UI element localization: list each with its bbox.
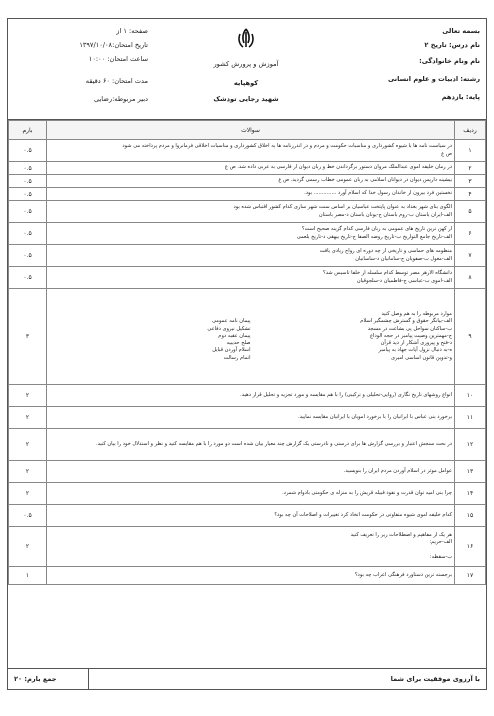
question-text (47, 527, 455, 567)
table-row (9, 162, 486, 175)
answer-space (49, 546, 452, 554)
question-line: در زمان خلیفه اموی عبدالملک مروان دستور برگرداندن خط و زبان دیوان از فارسی به عربی داده شد. ص غ (224, 164, 452, 171)
city-label: کوهپایه (233, 79, 259, 87)
question-line: الف-ایران باستان ب-روم باستان ج-یونان باستان د-مصر باستان (318, 211, 452, 218)
question-text (47, 505, 455, 527)
question-line: برجسته ترین دستاورد فرهنگی اعراب چه بود؟ (354, 571, 452, 578)
table-row (9, 505, 486, 527)
matching-item-right: پیمان عقبه دوم (218, 332, 251, 339)
question-text (47, 162, 455, 175)
definition-b: ب-سقطه: (429, 554, 452, 561)
questions-table (8, 120, 486, 585)
question-text (47, 407, 455, 429)
matching-item-right: اسلام آوردن قبایل (212, 347, 251, 354)
question-line: ص غ (441, 150, 452, 157)
field-of-study: رشته: ادبیات و علوم انسانی (387, 75, 480, 83)
question-score: ۰.۵ (9, 505, 47, 527)
question-score: ۰.۵ (9, 188, 47, 201)
question-line: کدام خلیفه اموی شیوه متفاوتی در حکومت اتخاذ کرد تغییرات و اصلاحات آن چه بود؟ (274, 511, 452, 518)
question-number: ۵ (455, 201, 486, 223)
question-text (47, 385, 455, 407)
table-row (9, 201, 486, 223)
question-number: ۱ (455, 140, 486, 162)
header-center (176, 19, 316, 119)
question-number: ۱۰ (455, 385, 486, 407)
header-left (8, 19, 178, 119)
question-text (47, 188, 455, 201)
ministry-label: آموزش و پرورش کشور (213, 60, 279, 68)
table-row (9, 188, 486, 201)
question-score: ۰.۵ (9, 140, 47, 162)
student-name: نام ونام خانوادگی: (419, 57, 480, 65)
table-row (9, 567, 486, 585)
question-score: ۲ (9, 407, 47, 429)
question-text (47, 289, 455, 385)
question-score: ۰.۵ (9, 267, 47, 289)
question-line: دانشگاه الازهر مصر توسط کدام سلسله از خلفا تاسیس شد؟ (323, 270, 452, 277)
question-text (47, 461, 455, 483)
matching-item-left: د-فتح و پیروزی آشکار از دید قرآن (380, 340, 452, 347)
question-text (47, 201, 455, 223)
question-score: ۲ (9, 429, 47, 461)
question-line: الف-تاریخ جامع التواریخ ب-تاریخ روضه الصفا ج-تاریخ بیهقی د-تاریخ بلعمی (296, 233, 452, 240)
question-text (47, 267, 455, 289)
matching-right-column (49, 318, 251, 361)
question-score: ۰.۵ (9, 245, 47, 267)
question-text (47, 429, 455, 461)
question-text (47, 175, 455, 188)
bismillah: بسمه تعالی (442, 27, 480, 35)
question-line: در بحث سنجش اعتبار و بررسی گزارش ها برای درستی و نادرستی یک گزارش چند معیار بیان شده است دو مورد را با هم مقایسه کنید و نظر و استدلال خود را بیان کنید. (95, 440, 452, 447)
question-text (47, 140, 455, 162)
definitions-intro: هر یک از مفاهیم و اصطلاحات زیر را تعریف کنید (350, 531, 452, 538)
question-score: ۰.۵ (9, 201, 47, 223)
matching-item-left: ه-به دنبال نزول آیات جهاد به پیامبر (378, 347, 452, 354)
good-luck-note: با آرزوی موفقیت برای شما (390, 675, 480, 683)
question-score: ۲ (9, 483, 47, 505)
exam-footer (8, 668, 486, 689)
table-row (9, 527, 486, 567)
page-count: صفحه: ۱ از (116, 27, 148, 35)
footer-divider (88, 669, 89, 689)
col-questions-header: سوالات (47, 121, 455, 140)
question-number: ۱۱ (455, 407, 486, 429)
table-row (9, 483, 486, 505)
table-row (9, 461, 486, 483)
question-number: ۸ (455, 267, 486, 289)
teacher-name: دبیر مربوطه:رضایی (93, 95, 148, 103)
question-number: ۱۶ (455, 527, 486, 567)
question-line: چرا بنی امیه توان قدرت و نفوذ قبیله قریش را به منزله ی حکومتی بادوام شمرد. (282, 489, 452, 496)
question-line: برخورد بنی عباس با ایرانیان را با برخورد امویان با ایرانیان مقایسه نمایید. (297, 413, 452, 420)
question-number: ۹ (455, 289, 486, 385)
question-line: الف-اموی ب-عباسی ج-فاطمیان د-سلجوقیان (356, 277, 452, 284)
col-score-header: بارم (9, 121, 47, 140)
grade-level: پایه: یازدهم (441, 93, 480, 101)
table-row (9, 175, 486, 188)
question-number: ۷ (455, 245, 486, 267)
header-right (316, 19, 486, 119)
exam-page (7, 18, 487, 690)
col-row-header: ردیف (455, 121, 486, 140)
question-score: ۳ (9, 289, 47, 385)
question-score: ۰.۵ (9, 162, 47, 175)
exam-time: ساعت امتحان: ۱۰:۰۰ (88, 55, 148, 63)
matching-item-right: پیمان نامه عمومی (212, 318, 251, 325)
question-number: ۶ (455, 223, 486, 245)
question-number: ۱۷ (455, 567, 486, 585)
total-score: جمع بارم: ۲۰ (14, 675, 57, 683)
question-score: ۰.۵ (9, 175, 47, 188)
table-row (9, 407, 486, 429)
question-line: الف-مغول ب-صفویان ج-سامانیان د-ساسانیان (355, 255, 452, 262)
exam-duration: مدت امتحان: ۶۰ دقیقه (85, 77, 148, 85)
question-line: الگوی بنای شهر بغداد به عنوان پایتخت عباسیان بر اساس سنت شهر سازی کدام کشور اقتباس شده بود (233, 204, 452, 211)
iran-emblem-icon (233, 26, 259, 52)
matching-columns (49, 318, 452, 361)
question-line: بیشینه داریس دیوان در دیوانان اسلامی به زبان عمومی خطاب رسمی گردید. ص غ (278, 177, 452, 184)
question-text (47, 223, 455, 245)
matching-item-left: و-تدوین قانون اساسی امیری (390, 354, 452, 361)
exam-header (8, 19, 486, 120)
matching-item-left: ج-مهمترین وصیت پیامبر در حجه الوداع (369, 332, 452, 339)
question-line: منظومه های حماسی و تاریخی از چه دوره ای رواج زیادی یافت (319, 248, 452, 255)
course-name: نام درس: تاریخ ۲ (424, 41, 480, 49)
definition-a: الف-حریم: (429, 538, 452, 545)
question-score: ۲ (9, 461, 47, 483)
table-row (9, 223, 486, 245)
question-line: عوامل موثر در اسلام آوردن مردم ایران را بنویسید. (343, 467, 452, 474)
question-text (47, 483, 455, 505)
question-line: انواع روشهای تاریخ نگاری (روایی-تحلیلی و ترکیبی) را با هم مقایسه و مورد تجزیه و تحلیل قرار دهید. (240, 391, 452, 398)
question-score: ۱ (9, 567, 47, 585)
question-number: ۳ (455, 175, 486, 188)
question-text (47, 567, 455, 585)
matching-item-right: اتمام رسالت (223, 354, 251, 361)
question-number: ۱۴ (455, 483, 486, 505)
table-header-row (9, 121, 486, 140)
question-line: نخستین فرد بیرون از خاندان رسول خدا که اسلام آورد .............. بود. (304, 190, 452, 197)
matching-left-column (251, 318, 453, 361)
question-number: ۴ (455, 188, 486, 201)
question-number: ۱۵ (455, 505, 486, 527)
matching-item-right: تشکیل نیروی دفاعی (207, 325, 251, 332)
school-label: شهید رجایی تودشک (213, 95, 279, 103)
question-number: ۱۲ (455, 429, 486, 461)
question-score: ۰.۵ (9, 223, 47, 245)
table-row (9, 245, 486, 267)
matching-item-right: صلح حدیبیه (226, 340, 251, 347)
matching-item-left: ب-ساکنان سواحل پی بشاعت در مسجد (367, 325, 452, 332)
matching-intro: موارد مربوطه را به هم وصل کنید (381, 311, 452, 318)
table-row (9, 267, 486, 289)
table-row (9, 289, 486, 385)
table-row (9, 429, 486, 461)
table-row (9, 140, 486, 162)
question-number: ۲ (455, 162, 486, 175)
table-row (9, 385, 486, 407)
question-number: ۱۳ (455, 461, 486, 483)
question-line: در سیاست نامه ها با شیوه کشورداری و مناسبات حکومت و مردم و در اندرزنامه ها به اخلاق کشورداری و مناسبات اخلاقی فرمانروا و مردم پرداخته می شود (122, 143, 452, 150)
question-score: ۲ (9, 527, 47, 567)
question-text (47, 245, 455, 267)
matching-item-left: الف-بیانگر حقوق و گسترش چشمگیر اسلام (360, 318, 452, 325)
question-score: ۲ (9, 385, 47, 407)
exam-date: تاریخ امتحان:۱۳۹۷/۱۰/۰۸ (79, 41, 148, 49)
question-line: از کهن ترین تاریخ های عمومی به زبان فارسی کدام گزینه صحیح است؟ (301, 226, 452, 233)
